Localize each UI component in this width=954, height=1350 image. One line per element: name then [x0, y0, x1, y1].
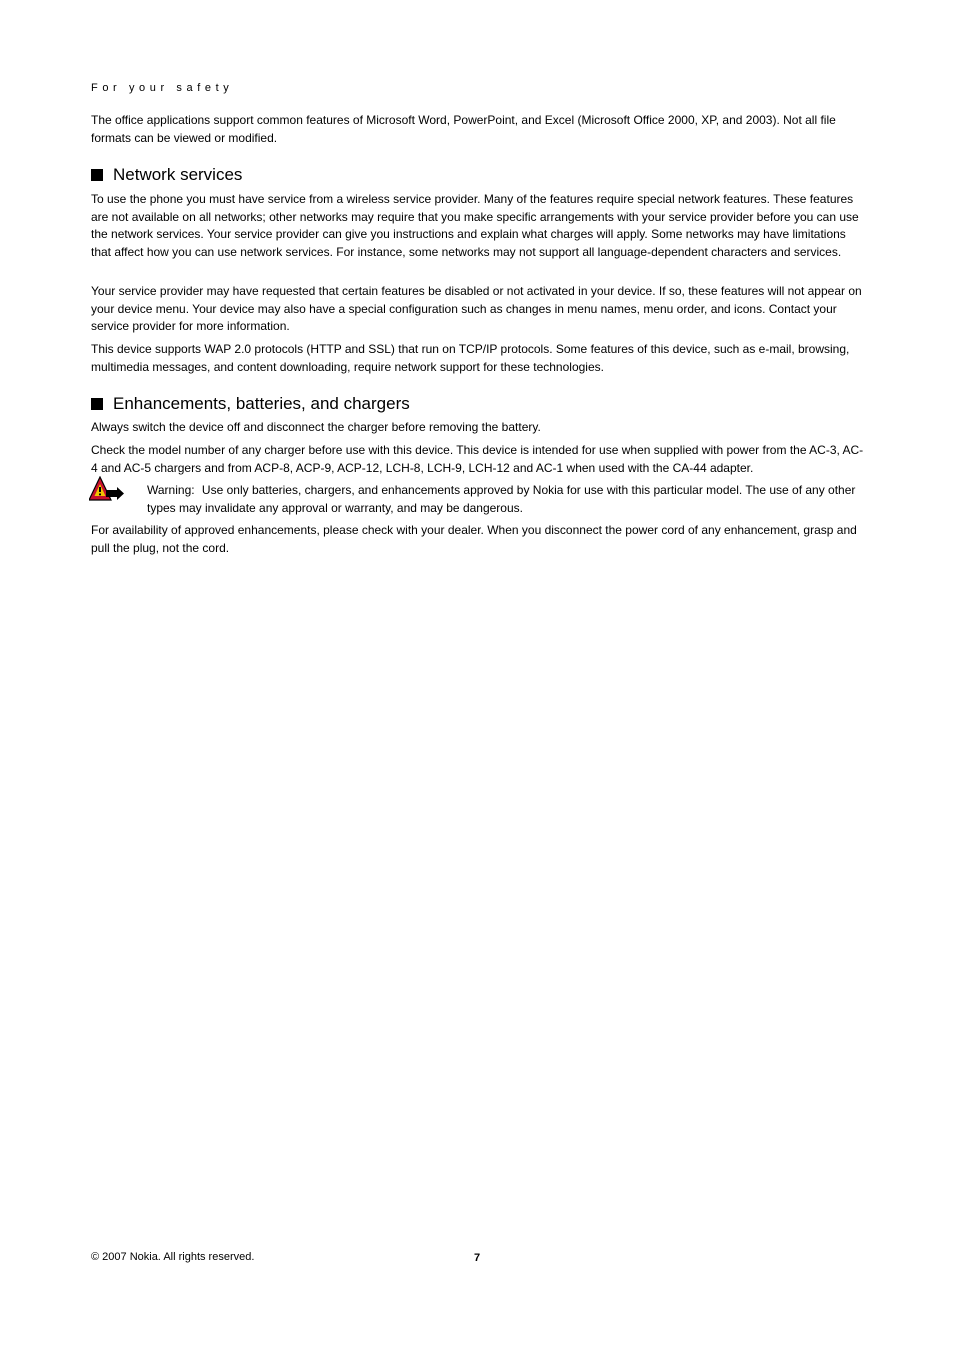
enhancements-title: Enhancements, batteries, and chargers [113, 394, 410, 413]
network-services-title: Network services [113, 165, 243, 184]
office-paragraph: The office applications support common features of Microsoft Word, PowerPoint, and Excel (Microsoft Office 2000, XP, and 2003). Not all file formats can be viewed or modified. [91, 113, 836, 145]
running-header: For your safety [91, 82, 234, 94]
enhancements-paragraph: Check the model number of any charger before use with this device. This device is intended for use when supplied with power from the AC-3, AC-4 and AC-5 chargers and from ACP-8, ACP-9, ACP-12, LCH-8, LCH-9, LCH-12 and AC-1 when used with the CA-44 adapter. [91, 443, 864, 475]
heading-bullet-square-icon [91, 169, 103, 181]
warning-body: Use only batteries, chargers, and enhancements approved by Nokia for use with this particular model. The use of any other types may invalidate any approval or warranty, and may be dangerous. [147, 483, 856, 515]
enhancements-paragraph-2-block [91, 442, 866, 477]
footer-copyright: © 2007 Nokia. All rights reserved. [91, 1251, 255, 1263]
warning-text [147, 482, 866, 517]
intro-section [91, 112, 866, 147]
page-number: 7 [474, 1252, 481, 1264]
heading-bullet-square-icon [91, 398, 103, 410]
network-paragraph: This device supports WAP 2.0 protocols (HTTP and SSL) that run on TCP/IP protocols. Some features of this device, such as e-mail, browsing, multimedia messages, and content downloading, require network support for these technologies. [91, 342, 850, 374]
enhancements-heading [91, 394, 410, 414]
enhancements-paragraph: Always switch the device off and disconnect the charger before removing the battery. [91, 420, 541, 434]
network-paragraph: To use the phone you must have service from a wireless service provider. Many of the features require special network features. These features are not available on all networks; other networks may require that you make specific arrangements with your service provider before you can use the network services. Your service provider can give you instructions and explain what charges will apply. Some networks may have limitations that affect how you can use network services. For instance, some networks may not support all language-dependent characters and services. [91, 192, 859, 259]
network-paragraph: Your service provider may have requested that certain features be disabled or not activated in your device. If so, these features will not appear on your device menu. Your device may also have a special configuration such as changes in menu names, menu order, and icons. Contact your service provider for more information. [91, 284, 862, 334]
network-paragraph-3-block [91, 341, 866, 376]
enhancements-closing-block [91, 522, 866, 557]
warning-hand-icon [89, 476, 125, 502]
enhancements-paragraph-1-block [91, 419, 866, 437]
network-paragraph-1-block [91, 191, 866, 261]
network-paragraph-2-block [91, 283, 866, 336]
warning-label: Warning: [147, 483, 195, 497]
network-services-heading [91, 165, 242, 185]
enhancements-closing-paragraph: For availability of approved enhancements, please check with your dealer. When you disconnect the power cord of any enhancement, grasp and pull the plug, not the cord. [91, 523, 857, 555]
